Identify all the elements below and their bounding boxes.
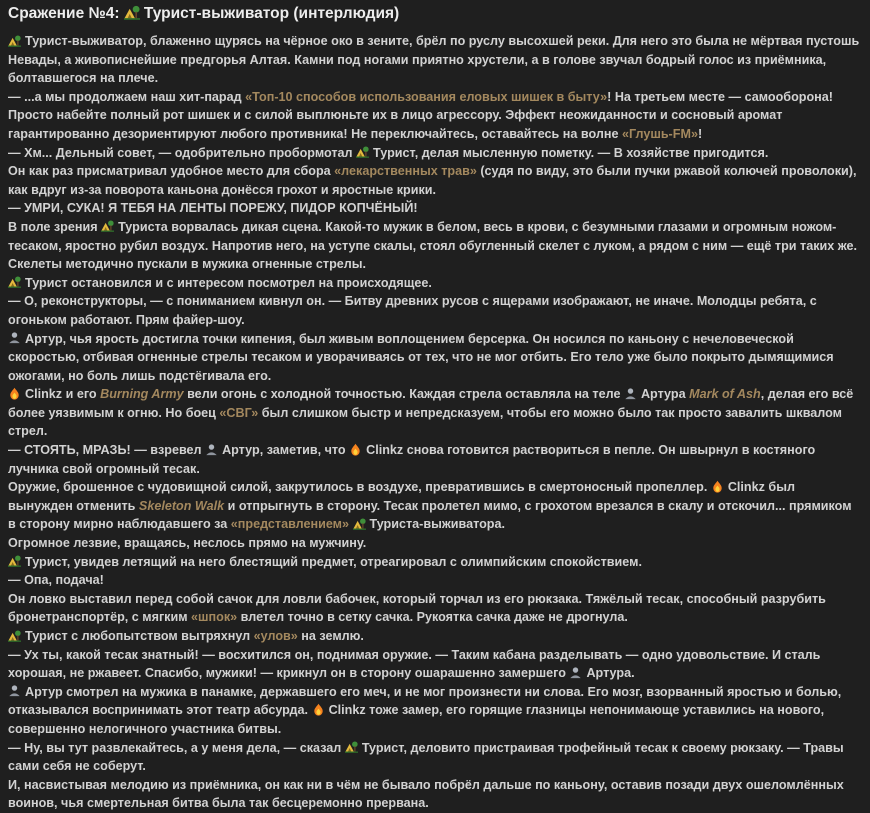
story-text: (судя по виду, это были пучки ржавой колючей проволоки), как вдруг из-за поворота каньона донёсся грохот и яростные крики. bbox=[8, 164, 857, 197]
story-text: Турист, увидев летящий на него блестящий предмет, отреагировал с олимпийским спокойствием. bbox=[25, 554, 642, 569]
story-text: И, насвистывая мелодию из приёмника, он как ни в чём не бывало побрёл дальше по каньону, оставив позади двух ошеломлённых воинов, чья смертельная битва была так бесцеремонно прервана. bbox=[8, 777, 844, 811]
story-text: влетел точно в сетку сачка. Рукоятка сачка даже не дрогнула. bbox=[237, 610, 628, 625]
story-paragraph bbox=[8, 32, 862, 88]
story-paragraph bbox=[8, 534, 862, 553]
story-text: вели огонь с холодной точностью. Каждая стрела оставляла на теле bbox=[183, 387, 624, 402]
story-paragraph bbox=[8, 385, 862, 441]
accent-phrase: «представлением» bbox=[230, 517, 349, 532]
flame-icon bbox=[349, 443, 362, 456]
story-text: Туриста ворвалась дикая сцена. Какой-то мужик в белом, весь в крови, с безумными глазами и огромным ножом-тесаком, яростно рубил воздух. Напротив него, на уступе скалы, стоял обугленный скелет с луком, а рядом с ним — ещё три таких же. Скелеты методично пускали в мужика огненные стрелы. bbox=[8, 219, 858, 272]
story-text: Турист с любопытством вытряхнул bbox=[25, 629, 254, 643]
flame-icon bbox=[711, 480, 724, 493]
story-text: — Ну, вы тут развлекайтесь, а у меня дела, — сказал bbox=[8, 740, 345, 755]
story-text: был слишком быстр и непредсказуем, чтобы его можно было так просто завалить шквалом стрел. bbox=[8, 405, 842, 439]
tent-icon bbox=[8, 629, 21, 642]
accent-phrase: «Топ-10 способов использования еловых шишек в быту» bbox=[245, 89, 608, 104]
story-text: Турист, деловито пристраивая трофейный тесак к своему рюкзаку. — Травы сами себя не соберут. bbox=[8, 740, 844, 774]
story-text: Clinkz и его bbox=[25, 387, 101, 402]
accent-phrase: Skeleton Walk bbox=[138, 498, 225, 513]
tent-icon bbox=[8, 275, 21, 288]
story-paragraph bbox=[8, 330, 862, 386]
story-paragraph bbox=[8, 646, 862, 683]
accent-phrase: «шпок» bbox=[191, 610, 238, 625]
story-text: Артур, заметив, что bbox=[222, 443, 350, 458]
story-text: , делая его всё более уязвимым к огню. Но боец bbox=[8, 387, 854, 420]
flame-icon bbox=[8, 387, 21, 400]
story-paragraph bbox=[8, 274, 862, 293]
story-paragraph bbox=[8, 441, 862, 478]
story-paragraph bbox=[8, 199, 862, 218]
story-text: Турист-выживатор, блаженно щурясь на чёрное око в зените, брёл по руслу высохшей реки. Для него это была не мёртвая пустошь Невады, а живописнейшие предгорья Алтая. Камни под ногами приятно хрустели, а в голове звучал бодрый голос из приёмника, болтавшегося на плече. bbox=[8, 34, 860, 86]
tent-icon bbox=[356, 145, 369, 158]
bust-icon bbox=[8, 684, 21, 697]
story-text: — СТОЯТЬ, МРАЗЬ! — взревел bbox=[8, 443, 206, 458]
story-text: ! bbox=[697, 126, 703, 141]
story-text: Туриста-выживатора. bbox=[369, 517, 505, 532]
story-paragraph bbox=[8, 144, 862, 163]
flame-icon bbox=[312, 703, 325, 716]
story-paragraph bbox=[8, 553, 862, 572]
tent-icon bbox=[124, 4, 140, 20]
story-paragraph bbox=[8, 292, 862, 329]
story-text: Огромное лезвие, вращаясь, неслось прямо на мужчину. bbox=[8, 536, 367, 551]
story-text: — Хм... Дельный совет, — одобрительно пробормотал bbox=[8, 145, 357, 160]
bust-icon bbox=[569, 666, 582, 679]
story-paragraph bbox=[8, 218, 862, 274]
story-paragraph bbox=[8, 683, 862, 739]
story-text: Турист, делая мысленную пометку. — В хозяйстве пригодится. bbox=[373, 145, 769, 160]
story-text: и отпрыгнуть в сторону. Тесак пролетел мимо, с грохотом врезался в скалу и отскочил... прямиком в сторону мирно наблюдавшего за bbox=[8, 498, 852, 532]
story-text: Он ловко выставил перед собой сачок для ловли бабочек, который торчал из его рюкзака. Тяжёлый тесак, способный разрубить бронетранспортёр, с мягким bbox=[8, 591, 826, 625]
story-paragraph bbox=[8, 478, 862, 534]
tent-icon bbox=[345, 740, 358, 753]
bust-icon bbox=[624, 387, 637, 400]
story-text: Сражение №4: bbox=[8, 5, 124, 22]
tent-icon bbox=[8, 34, 21, 47]
story-text: — О, реконструкторы, — с пониманием кивнул он. — Битву древних русов с ящерами изображают, не иначе. Молодцы ребята, с огоньком работают. Прям файер-шоу. bbox=[8, 294, 817, 327]
story-text: Турист остановился и с интересом посмотрел на происходящее. bbox=[25, 275, 432, 290]
story-body bbox=[8, 32, 862, 813]
story-text: Он как раз присматривал удобное место для сбора bbox=[8, 164, 335, 179]
story-text: — ...а мы продолжаем наш хит-парад bbox=[8, 89, 246, 104]
story-text: Clinkz снова готовится раствориться в пепле. Он швырнул в костяного лучника свой огромный тесак. bbox=[8, 443, 816, 476]
accent-phrase: «СВГ» bbox=[219, 405, 259, 420]
tent-icon bbox=[353, 517, 366, 530]
tent-icon bbox=[8, 554, 21, 567]
story-text: Артур смотрел на мужика в панамке, державшего его меч, и не мог произнести ни слова. Его мозг, взорванный яростью и болью, отказывался воспринимать этот театр абсурда. bbox=[8, 684, 842, 718]
tent-icon bbox=[101, 219, 114, 232]
accent-phrase: Mark of Ash bbox=[689, 387, 761, 402]
story-text: — Ух ты, какой тесак знатный! — восхитился он, поднимая оружие. — Таким кабана разделывать — одно удовольствие. И сталь хорошая, не ржавеет. Спасибо, мужики! — крикнул он в сторону ошарашенно замершего bbox=[8, 647, 821, 681]
story-text: ! На третьем месте — самооборона! Просто набейте полный рот шишек и с силой выплюньте их в лицо агрессору. Эффект неожиданности и сосновый аромат гарантированно дезориентируют любого противника! Не переключайтесь, оставайтесь на волне bbox=[8, 89, 833, 141]
bust-icon bbox=[8, 331, 21, 344]
story-text: Clinkz тоже замер, его горящие глазницы непонимающе уставились на нового, совершенно нелогичного участника битвы. bbox=[8, 703, 825, 736]
story-text: Турист-выживатор (интерлюдия) bbox=[143, 5, 400, 22]
story-paragraph bbox=[8, 739, 862, 776]
story-paragraph bbox=[8, 776, 862, 813]
story-paragraph bbox=[8, 162, 862, 199]
story-text: Артура bbox=[640, 387, 690, 402]
accent-phrase: «лекарственных трав» bbox=[334, 164, 477, 179]
story-paragraph bbox=[8, 627, 862, 646]
story-text: на землю. bbox=[297, 629, 364, 643]
accent-phrase: «улов» bbox=[253, 629, 298, 643]
story-paragraph bbox=[8, 571, 862, 590]
story-text: В поле зрения bbox=[8, 219, 102, 234]
story-text: — УМРИ, СУКА! Я ТЕБЯ НА ЛЕНТЫ ПОРЕЖУ, ПИДОР КОПЧЁНЫЙ! bbox=[8, 201, 418, 216]
bust-icon bbox=[205, 443, 218, 456]
page-title bbox=[8, 4, 862, 24]
accent-phrase: «Глушь-FM» bbox=[621, 126, 698, 141]
story-text: — Опа, подача! bbox=[8, 573, 104, 588]
accent-phrase: Burning Army bbox=[100, 387, 184, 402]
story-paragraph bbox=[8, 590, 862, 627]
story-text: Артур, чья ярость достигла точки кипения, был живым воплощением берсерка. Он носился по каньону с нечеловеческой скоростью, отбивая огненные стрелы тесаком и уворачиваясь от тех, что не мог отбить. Его тело уже было покрыто дымящимися ожогами, но боль лишь подстёгивала его. bbox=[8, 331, 834, 383]
story-text: Clinkz был вынужден отменить bbox=[8, 480, 795, 513]
story-text: Оружие, брошенное с чудовищной силой, закрутилось в воздухе, превратившись в смертоносный пропеллер. bbox=[8, 480, 711, 495]
story-paragraph bbox=[8, 88, 862, 144]
story-text: Артура. bbox=[586, 666, 635, 681]
